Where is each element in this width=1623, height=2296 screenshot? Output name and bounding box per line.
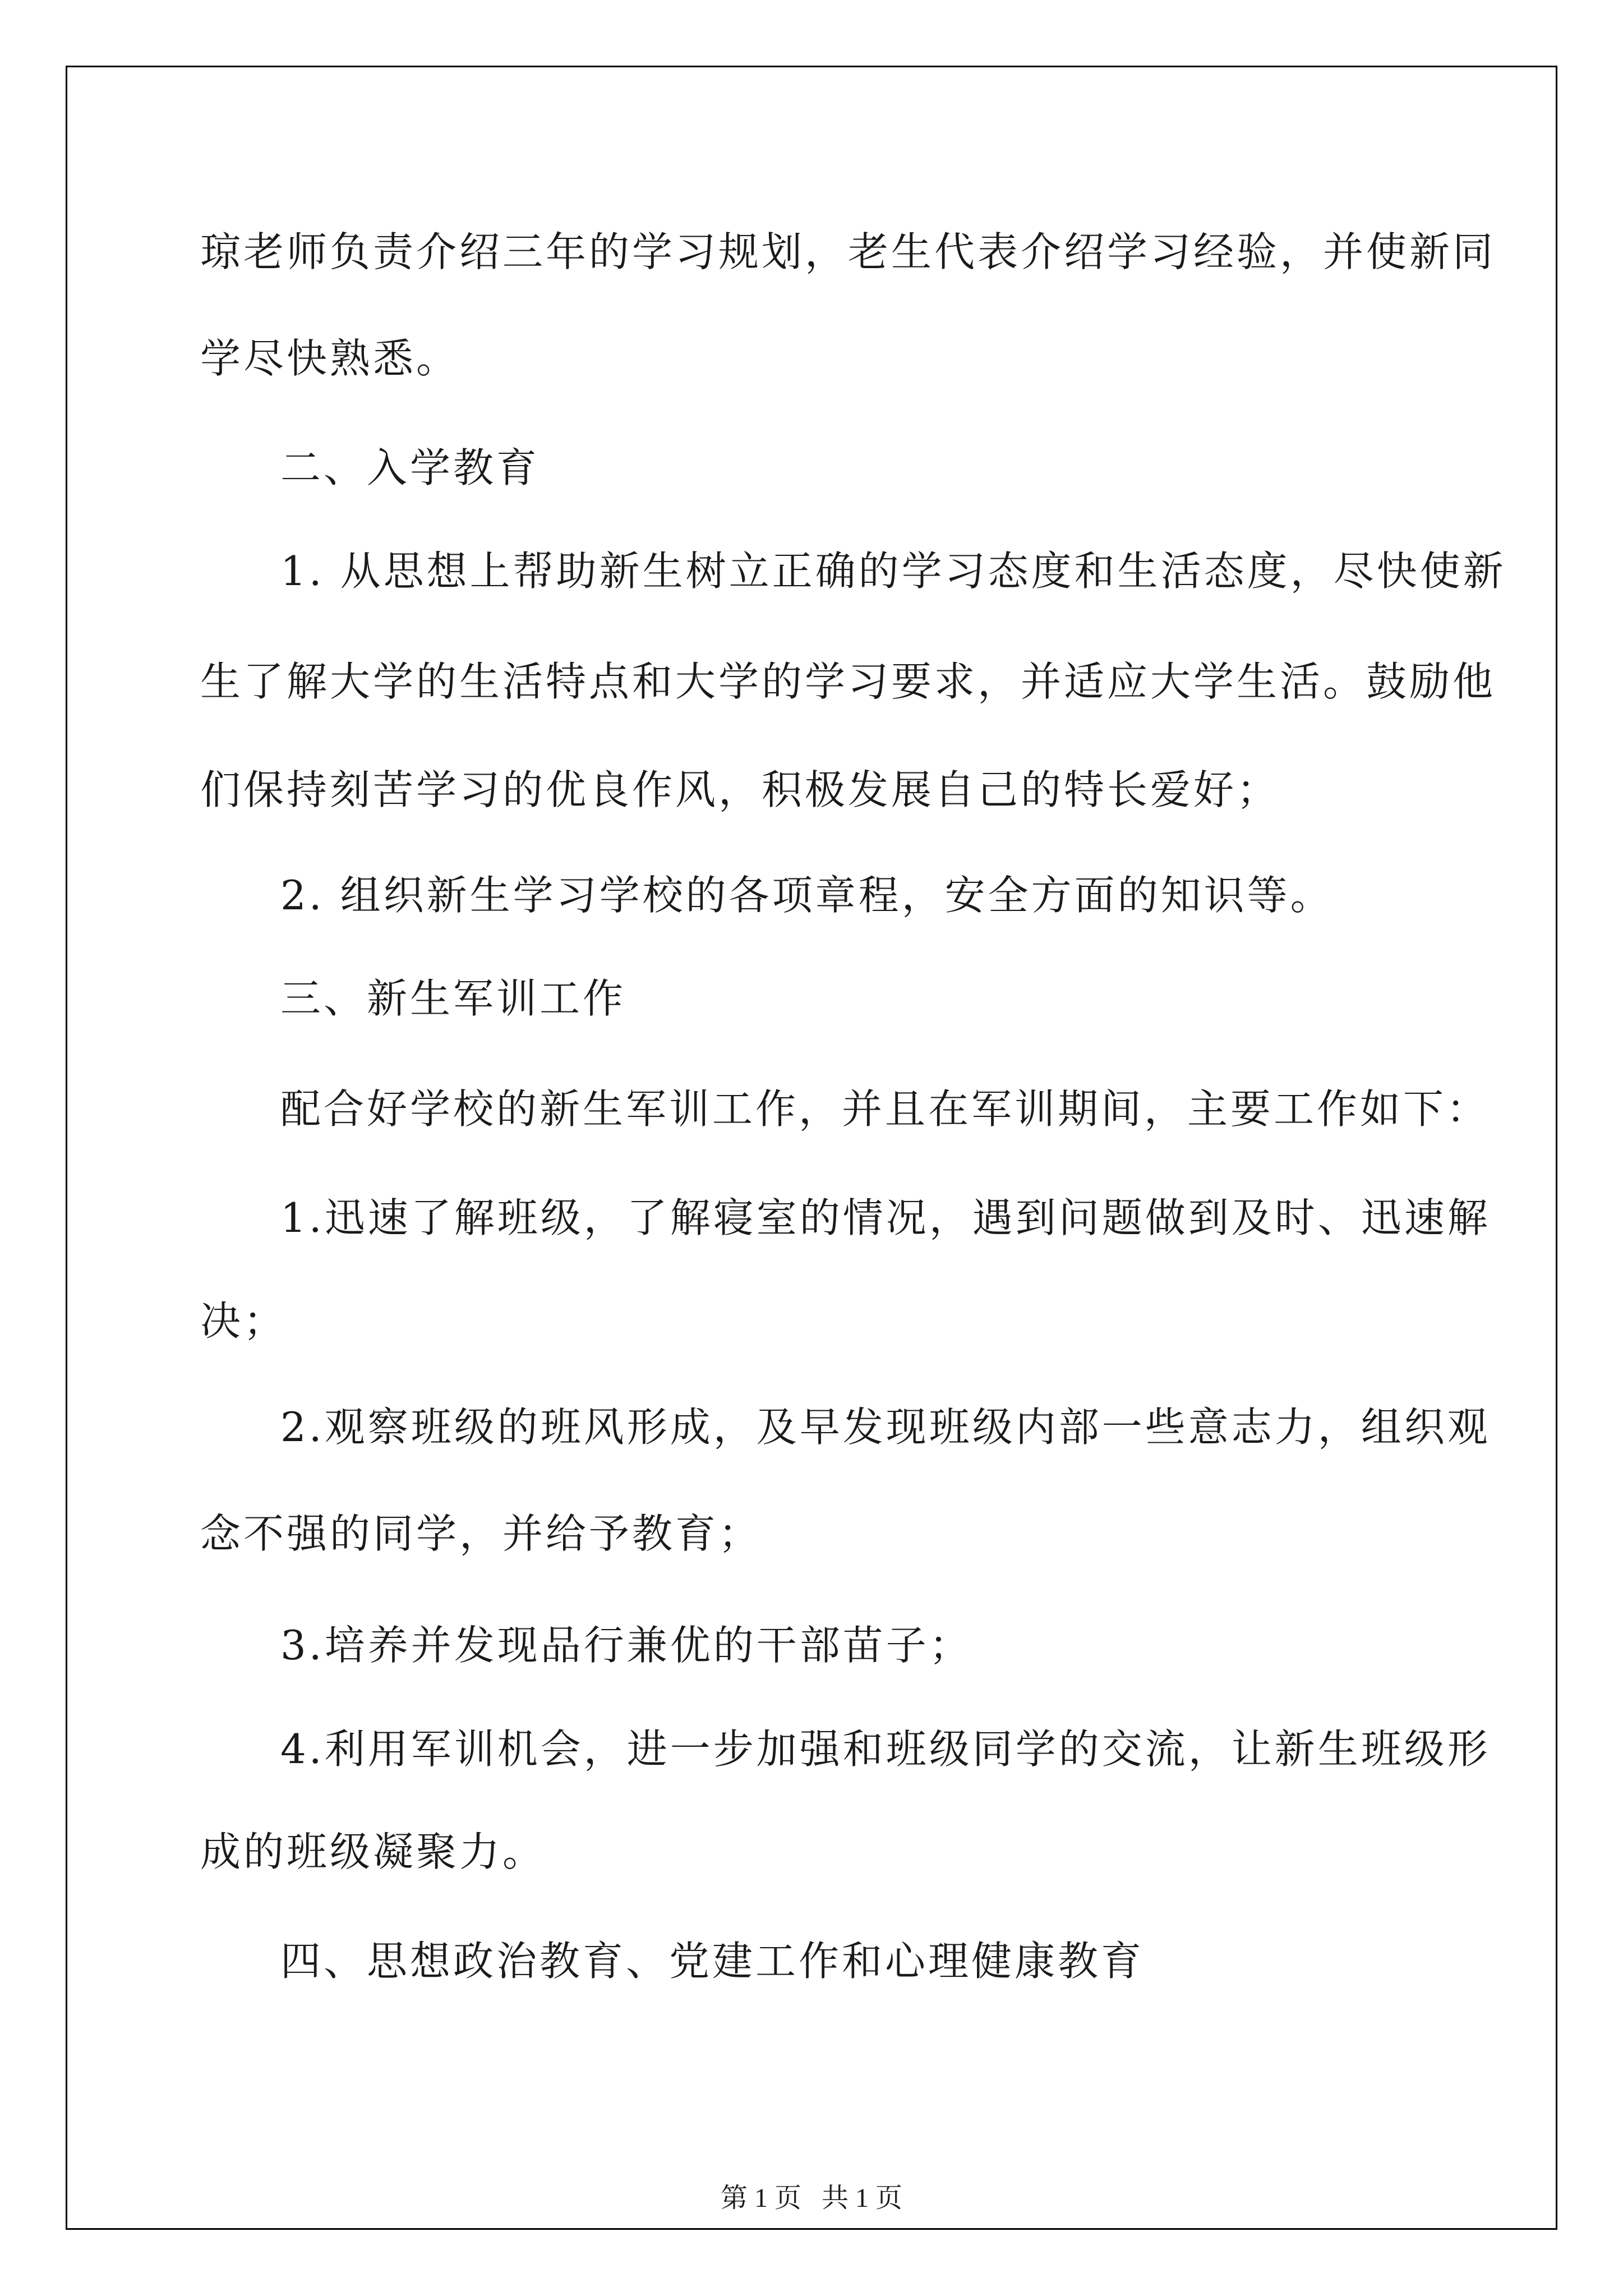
paragraph-line: 1. 从思想上帮助新生树立正确的学习态度和生活态度，尽快使新 — [280, 547, 1506, 595]
paragraph-line: 生了解大学的生活特点和大学的学习要求，并适应大学生活。鼓励他 — [200, 658, 1496, 705]
paragraph-line: 3.培养并发现品行兼优的干部苗子； — [280, 1622, 972, 1669]
page-number-footer: 第 1 页 共 1 页 — [720, 2183, 902, 2213]
paragraph-line: 2.观察班级的班风形成，及早发现班级内部一些意志力，组织观 — [280, 1404, 1491, 1451]
paragraph-line: 念不强的同学，并给予教育； — [200, 1510, 762, 1557]
paragraph-line: 2. 组织新生学习学校的各项章程，安全方面的知识等。 — [280, 872, 1334, 919]
paragraph-line: 琼老师负责介绍三年的学习规划，老生代表介绍学习经验，并使新同 — [200, 228, 1496, 275]
paragraph-line: 配合好学校的新生军训工作，并且在军训期间，主要工作如下： — [280, 1085, 1490, 1133]
paragraph-line: 决； — [200, 1297, 287, 1345]
section-heading: 二、入学教育 — [280, 444, 540, 491]
paragraph-line: 1.迅速了解班级，了解寝室的情况，遇到问题做到及时、迅速解 — [280, 1194, 1491, 1241]
section-heading: 三、新生军训工作 — [280, 975, 626, 1022]
section-heading: 四、思想政治教育、党建工作和心理健康教育 — [280, 1938, 1145, 1985]
paragraph-line: 4.利用军训机会，进一步加强和班级同学的交流，让新生班级形 — [280, 1726, 1491, 1773]
paragraph-line: 学尽快熟悉。 — [200, 335, 460, 382]
page-border — [66, 66, 1557, 2230]
paragraph-line: 们保持刻苦学习的优良作风，积极发展自己的特长爱好； — [200, 766, 1280, 813]
paragraph-line: 成的班级凝聚力。 — [200, 1828, 546, 1875]
